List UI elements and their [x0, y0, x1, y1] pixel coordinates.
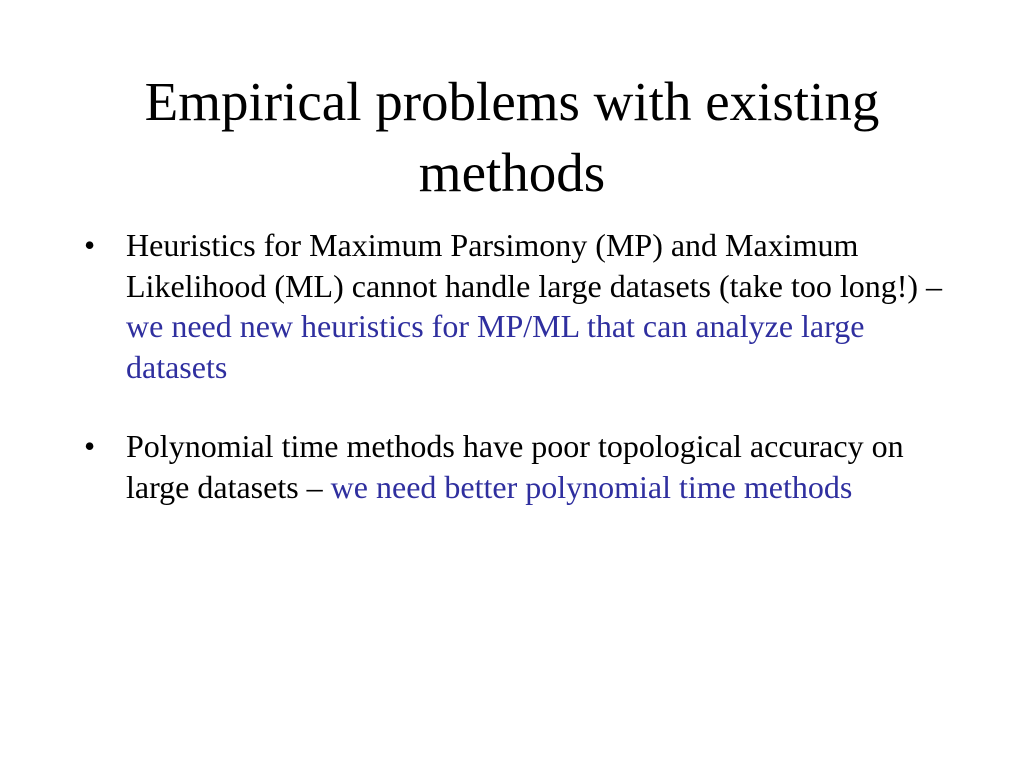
bullet-item	[84, 225, 944, 387]
bullet-icon: •	[84, 428, 96, 464]
bullet-text: Polynomial time methods have poor topological accuracy on large datasets –	[126, 428, 904, 505]
slide-title: Empirical problems with existing methods	[144, 71, 880, 203]
bullet-text: Heuristics for Maximum Parsimony (MP) and Maximum Likelihood (ML) cannot handle large datasets (take too long!) –	[126, 227, 943, 304]
bullet-list	[84, 225, 944, 507]
bullet-highlight: we need new heuristics for MP/ML that can analyze large datasets	[126, 308, 865, 385]
bullet-item	[84, 426, 944, 507]
bullet-highlight: we need better polynomial time methods	[330, 468, 853, 505]
bullet-icon: •	[84, 227, 96, 263]
